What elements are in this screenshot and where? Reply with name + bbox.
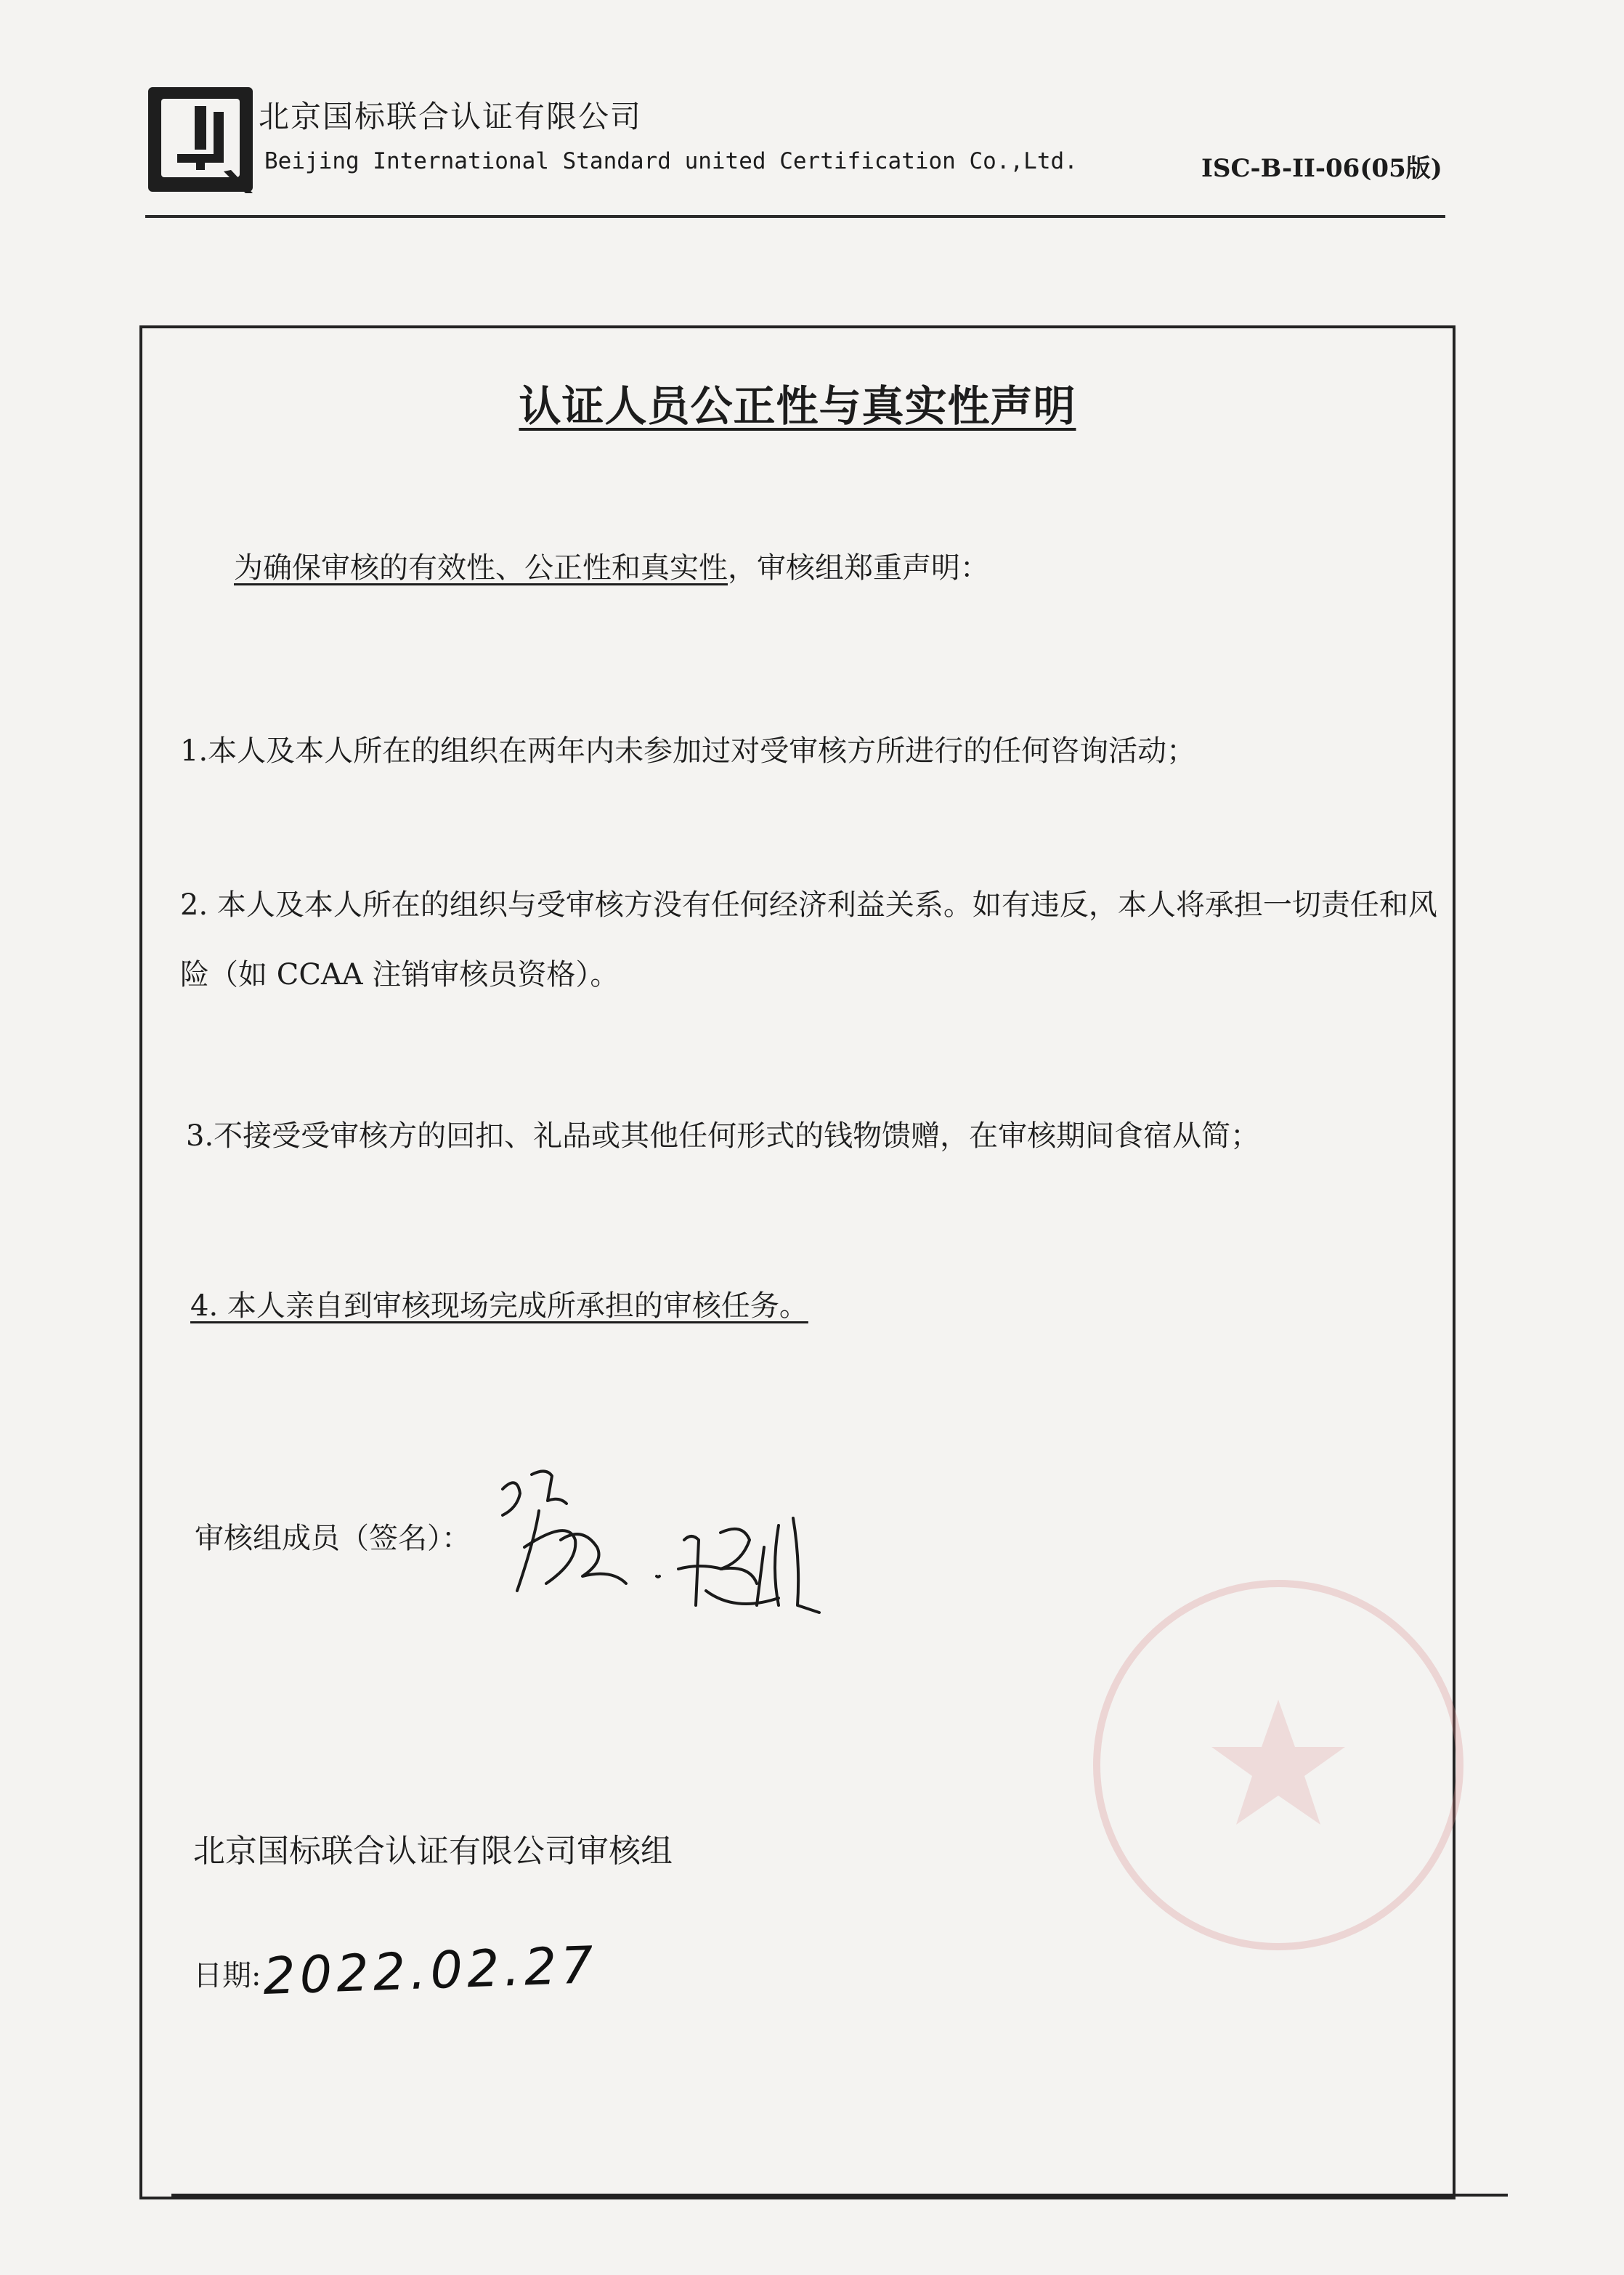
audit-team-organization: 北京国标联合认证有限公司审核组: [193, 1833, 673, 1870]
declaration-item: 4. 本人亲自到审核现场完成所承担的审核任务。: [190, 1289, 808, 1323]
official-seal-stamp: [1075, 1562, 1482, 1968]
intro-rest-text: ，审核组郑重声明：: [728, 551, 989, 585]
intro-underlined-text: 为确保审核的有效性、公正性和真实性: [234, 551, 728, 585]
intro-statement: [234, 545, 989, 586]
document-title: 认证人员公正性与真实性声明: [519, 381, 1076, 431]
company-logo-icon: [145, 84, 256, 200]
signature-label: 审核组成员（签名）：: [195, 1522, 471, 1555]
date-label: 日期:: [193, 1959, 261, 1992]
header-divider: [145, 215, 1445, 218]
form-code: ISC-B-II-06(05版): [1201, 154, 1442, 183]
company-name-en: Beijing International Standard united Certification Co.,Ltd.: [264, 148, 1078, 174]
declaration-item: 1.本人及本人所在的组织在两年内未参加过对受审核方所进行的任何咨询活动；: [180, 734, 1196, 768]
frame-bottom-rule: [171, 2194, 1508, 2197]
handwritten-signature: [488, 1460, 844, 1620]
company-name-cn: 北京国标联合认证有限公司: [259, 99, 643, 134]
date-value: 2022.02.27: [261, 1934, 599, 2007]
declaration-item: 3.不接受受审核方的回扣、礼品或其他任何形式的钱物馈赠，在审核期间食宿从简；: [186, 1119, 1260, 1153]
declaration-item: 2. 本人及本人所在的组织与受审核方没有任何经济利益关系。如有违反，本人将承担一切责任和风险（如 CCAA 注销审核员资格）。: [180, 888, 1437, 991]
